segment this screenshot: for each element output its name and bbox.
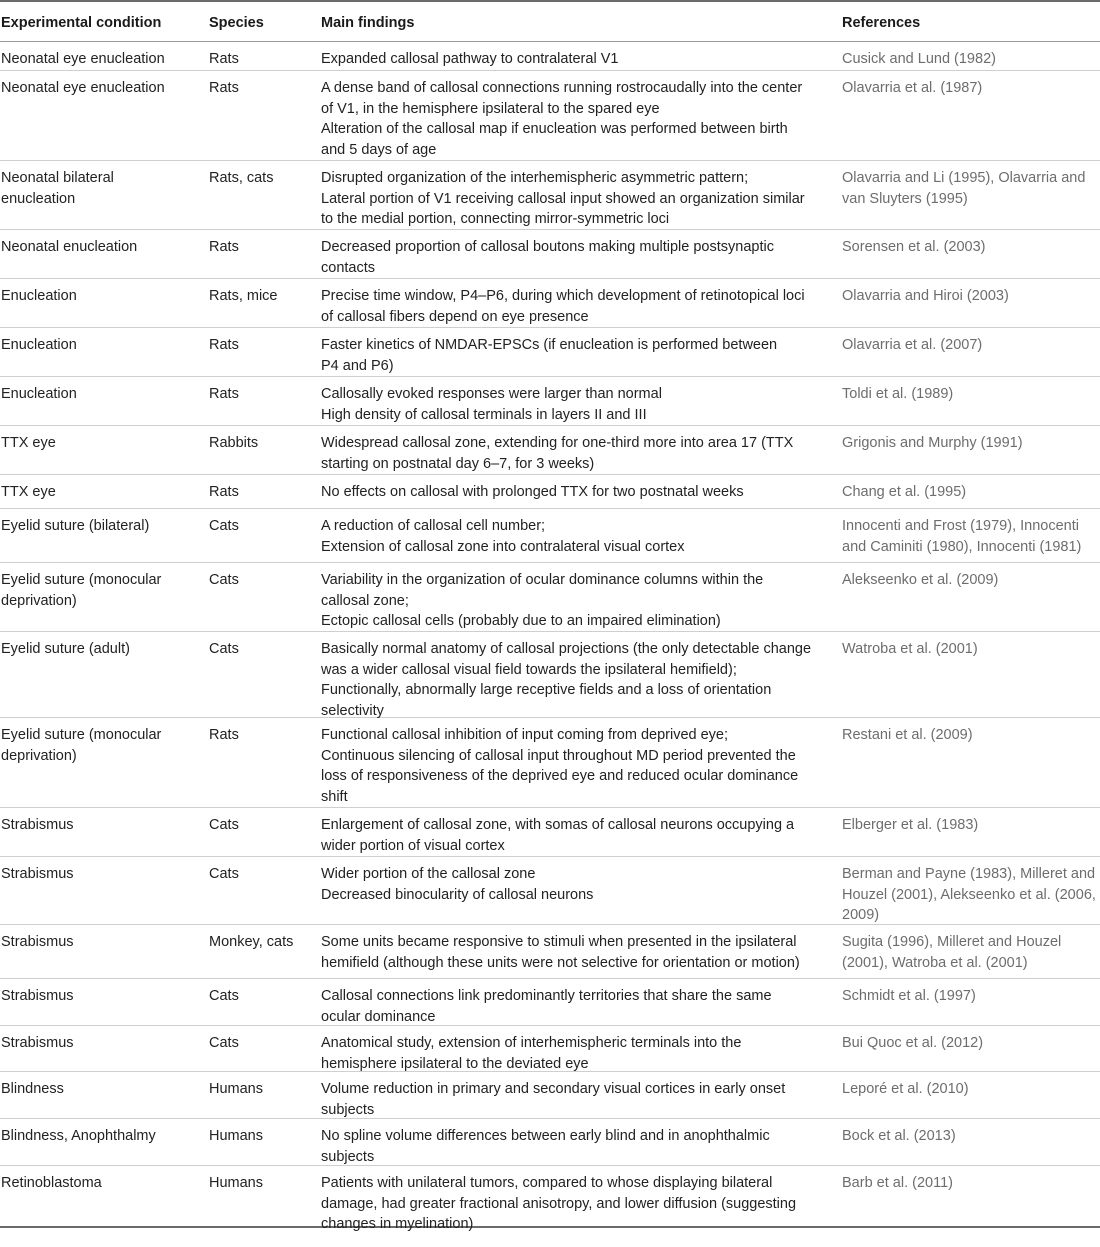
cell-line: Watroba et al. (2001) — [842, 641, 978, 657]
cell-line: deprivation) — [1, 592, 77, 609]
cell-line: Neonatal bilateral — [1, 170, 114, 186]
cell-species — [209, 1079, 314, 1100]
cell-line: 2009) — [842, 907, 880, 924]
cell-line: Blindness, Anophthalmy — [1, 1128, 156, 1144]
cell-line: deprivation) — [1, 747, 77, 764]
cell-line: Decreased binocularity of callosal neurons — [321, 886, 594, 903]
cell-line: Eyelid suture (bilateral) — [1, 518, 150, 534]
cell-line: Faster kinetics of NMDAR-EPSCs (if enucleation is performed between — [321, 337, 778, 353]
cell-line: Strabismus — [1, 1035, 74, 1051]
table-row — [0, 979, 1100, 1026]
cell-line: contacts — [321, 259, 375, 276]
cell-line: enucleation — [1, 190, 76, 207]
cell-line: Functionally, abnormally large receptive fields and a loss of orientation — [321, 682, 772, 699]
cell-line: Eyelid suture (monocular — [1, 572, 162, 588]
cell-findings — [321, 815, 826, 856]
cell-condition — [1, 570, 196, 611]
cell-line: and Caminiti (1980), Innocenti (1981) — [842, 538, 1082, 555]
cell-line: Cats — [209, 518, 239, 534]
cell-line: Rabbits — [209, 435, 259, 451]
cell-line: Rats — [209, 80, 239, 96]
cell-line: and 5 days of age — [321, 142, 437, 159]
cell-line: Cats — [209, 817, 239, 833]
cell-findings — [321, 986, 826, 1027]
cell-line: Rats — [209, 51, 239, 67]
table-row — [0, 42, 1100, 71]
cell-line: Neonatal eye enucleation — [1, 80, 165, 96]
cell-findings — [321, 1126, 826, 1167]
cell-references — [842, 516, 1100, 557]
cell-line: Enlargement of callosal zone, with somas of callosal neurons occupying a — [321, 817, 795, 833]
cell-line: Olavarria et al. (2007) — [842, 337, 983, 353]
cell-line: Innocenti and Frost (1979), Innocenti — [842, 518, 1079, 534]
cell-species — [209, 815, 314, 836]
cell-species — [209, 335, 314, 356]
cell-line: Neonatal eye enucleation — [1, 51, 165, 67]
cell-line: Enucleation — [1, 337, 77, 353]
cell-line: TTX eye — [1, 435, 56, 451]
cell-line: changes in myelination) — [321, 1216, 474, 1233]
cell-line: Olavarria et al. (1987) — [842, 80, 983, 96]
cell-findings — [321, 78, 826, 161]
cell-condition — [1, 864, 196, 885]
cell-line: Widespread callosal zone, extending for one-third more into area 17 (TTX — [321, 435, 794, 451]
cell-condition — [1, 986, 196, 1007]
cell-line: Rats — [209, 386, 239, 402]
cell-line: Enucleation — [1, 288, 77, 304]
cell-findings — [321, 168, 826, 230]
table-row — [0, 377, 1100, 426]
cell-line: Strabismus — [1, 934, 74, 950]
cell-condition — [1, 237, 196, 258]
cell-line: Cats — [209, 1035, 239, 1051]
cell-condition — [1, 1079, 196, 1100]
cell-condition — [1, 516, 196, 537]
cell-references — [842, 237, 1100, 258]
cell-line: Disrupted organization of the interhemispheric asymmetric pattern; — [321, 170, 749, 186]
cell-line: Rats — [209, 484, 239, 500]
cell-line: hemisphere ipsilateral to the deviated eye — [321, 1055, 589, 1072]
cell-line: Decreased proportion of callosal boutons making multiple postsynaptic — [321, 239, 774, 255]
cell-findings — [321, 1079, 826, 1120]
cell-line: shift — [321, 789, 348, 806]
cell-species — [209, 1033, 314, 1054]
cell-references — [842, 986, 1100, 1007]
cell-condition — [1, 815, 196, 836]
cell-line: callosal zone; — [321, 592, 409, 609]
cell-findings — [321, 516, 826, 557]
table-row — [0, 426, 1100, 475]
cell-species — [209, 78, 314, 99]
cell-species — [209, 570, 314, 591]
cell-line: Schmidt et al. (1997) — [842, 988, 976, 1004]
cell-line: Sugita (1996), Milleret and Houzel — [842, 934, 1062, 950]
cell-references — [842, 433, 1100, 454]
table-row — [0, 857, 1100, 925]
cell-line: Olavarria and Li (1995), Olavarria and — [842, 170, 1086, 186]
cell-condition — [1, 639, 196, 660]
cell-line: Enucleation — [1, 386, 77, 402]
cell-references — [842, 570, 1100, 591]
cell-references — [842, 49, 1100, 70]
cell-line: Houzel (2001), Alekseenko et al. (2006, — [842, 886, 1096, 903]
table-header — [0, 0, 1100, 42]
cell-species — [209, 725, 314, 746]
cell-line: damage, had greater fractional anisotropy, and lower diffusion (suggesting — [321, 1195, 797, 1212]
cell-species — [209, 384, 314, 405]
cell-line: Cats — [209, 988, 239, 1004]
cell-findings — [321, 725, 826, 808]
cell-line: Monkey, cats — [209, 934, 294, 950]
cell-condition — [1, 433, 196, 454]
cell-line: Humans — [209, 1175, 263, 1191]
cell-line: Patients with unilateral tumors, compared to whose displaying bilateral — [321, 1175, 773, 1191]
cell-line: Strabismus — [1, 866, 74, 882]
cell-line: (2001), Watroba et al. (2001) — [842, 954, 1028, 971]
cell-line: No spline volume differences between early blind and in anophthalmic — [321, 1128, 770, 1144]
cell-line: Humans — [209, 1128, 263, 1144]
table-row — [0, 1119, 1100, 1166]
table-row — [0, 925, 1100, 979]
cell-condition — [1, 1033, 196, 1054]
cell-line: Leporé et al. (2010) — [842, 1081, 969, 1097]
cell-species — [209, 639, 314, 660]
cell-references — [842, 384, 1100, 405]
cell-species — [209, 286, 314, 307]
table-body — [0, 42, 1100, 1233]
cell-line: selectivity — [321, 703, 384, 720]
cell-line: Basically normal anatomy of callosal projections (the only detectable change — [321, 641, 812, 657]
cell-line: Chang et al. (1995) — [842, 484, 967, 500]
cell-species — [209, 482, 314, 503]
table-row — [0, 161, 1100, 230]
cell-findings — [321, 482, 826, 503]
cell-line: Restani et al. (2009) — [842, 727, 973, 743]
cell-line: van Sluyters (1995) — [842, 190, 968, 207]
cell-line: Some units became responsive to stimuli when presented in the ipsilateral — [321, 934, 797, 950]
table-row — [0, 475, 1100, 509]
cell-line: Rats — [209, 337, 239, 353]
cell-line: Cats — [209, 866, 239, 882]
cell-line: TTX eye — [1, 484, 56, 500]
cell-line: Eyelid suture (monocular — [1, 727, 162, 743]
cell-references — [842, 78, 1100, 99]
cell-line: was a wider callosal visual field towards the ipsilateral hemifield); — [321, 661, 737, 678]
cell-line: loss of responsiveness of the deprived eye and reduced ocular dominance — [321, 768, 799, 785]
cell-line: Variability in the organization of ocular dominance columns within the — [321, 572, 764, 588]
cell-condition — [1, 49, 196, 70]
cell-findings — [321, 570, 826, 632]
cell-line: ocular dominance — [321, 1008, 436, 1025]
cell-condition — [1, 482, 196, 503]
cell-line: Cats — [209, 572, 239, 588]
cell-findings — [321, 1033, 826, 1074]
cell-references — [842, 815, 1100, 836]
table-row — [0, 230, 1100, 279]
cell-references — [842, 1033, 1100, 1054]
cell-references — [842, 1079, 1100, 1100]
cell-references — [842, 725, 1100, 746]
header-condition: Experimental condition — [1, 15, 162, 31]
cell-line: High density of callosal terminals in layers II and III — [321, 406, 647, 423]
cell-condition — [1, 286, 196, 307]
cell-line: starting on postnatal day 6–7, for 3 weeks) — [321, 455, 595, 472]
table-row — [0, 279, 1100, 328]
cell-references — [842, 864, 1100, 926]
cell-line: Extension of callosal zone into contralateral visual cortex — [321, 538, 685, 555]
cell-line: Grigonis and Murphy (1991) — [842, 435, 1023, 451]
cell-findings — [321, 639, 826, 722]
cell-species — [209, 1173, 314, 1194]
cell-references — [842, 335, 1100, 356]
cell-line: subjects — [321, 1101, 375, 1118]
cell-findings — [321, 384, 826, 425]
cell-line: Strabismus — [1, 988, 74, 1004]
cell-species — [209, 864, 314, 885]
cell-line: Olavarria and Hiroi (2003) — [842, 288, 1009, 304]
cell-references — [842, 168, 1100, 209]
cell-findings — [321, 1173, 826, 1235]
cell-line: Rats, mice — [209, 288, 278, 304]
cell-line: Bock et al. (2013) — [842, 1128, 956, 1144]
cell-line: Cusick and Lund (1982) — [842, 51, 996, 67]
cell-line: Eyelid suture (adult) — [1, 641, 130, 657]
cell-findings — [321, 433, 826, 474]
cell-condition — [1, 1126, 196, 1147]
cell-condition — [1, 1173, 196, 1194]
table-row — [0, 1166, 1100, 1233]
cell-line: Retinoblastoma — [1, 1175, 102, 1191]
cell-line: Barb et al. (2011) — [842, 1175, 953, 1191]
cell-line: to the medial portion, connecting mirror-symmetric loci — [321, 211, 670, 228]
cell-line: Blindness — [1, 1081, 64, 1097]
cell-line: Rats, cats — [209, 170, 274, 186]
table-row — [0, 1072, 1100, 1119]
table-row — [0, 71, 1100, 161]
table-row — [0, 509, 1100, 563]
cell-line: Continuous silencing of callosal input throughout MD period prevented the — [321, 747, 796, 764]
cell-line: Alteration of the callosal map if enucleation was performed between birth — [321, 121, 788, 138]
cell-findings — [321, 49, 826, 70]
cell-references — [842, 932, 1100, 973]
cell-species — [209, 986, 314, 1007]
cell-findings — [321, 932, 826, 973]
cell-line: of V1, in the hemisphere ipsilateral to the spared eye — [321, 100, 660, 117]
cell-line: A dense band of callosal connections running rostrocaudally into the center — [321, 80, 803, 96]
cell-line: Cats — [209, 641, 239, 657]
cell-species — [209, 1126, 314, 1147]
cell-line: Expanded callosal pathway to contralateral V1 — [321, 51, 619, 67]
cell-references — [842, 639, 1100, 660]
cell-findings — [321, 286, 826, 327]
cell-line: Elberger et al. (1983) — [842, 817, 979, 833]
cell-line: Bui Quoc et al. (2012) — [842, 1035, 984, 1051]
cell-species — [209, 433, 314, 454]
cell-line: Volume reduction in primary and secondary visual cortices in early onset — [321, 1081, 786, 1097]
cell-line: Rats — [209, 239, 239, 255]
cell-line: Neonatal enucleation — [1, 239, 138, 255]
table-row — [0, 1026, 1100, 1072]
cell-references — [842, 286, 1100, 307]
cell-references — [842, 1173, 1100, 1194]
cell-condition — [1, 725, 196, 766]
cell-line: wider portion of visual cortex — [321, 837, 505, 854]
header-findings: Main findings — [321, 15, 415, 31]
cell-condition — [1, 932, 196, 953]
cell-line: hemifield (although these units were not selective for orientation or motion) — [321, 954, 800, 971]
cell-line: Sorensen et al. (2003) — [842, 239, 986, 255]
cell-line: subjects — [321, 1148, 375, 1165]
cell-species — [209, 932, 314, 953]
cell-species — [209, 49, 314, 70]
cell-line: Anatomical study, extension of interhemispheric terminals into the — [321, 1035, 742, 1051]
cell-line: Rats — [209, 727, 239, 743]
table-row — [0, 718, 1100, 808]
cell-condition — [1, 168, 196, 209]
header-references: References — [842, 15, 921, 31]
cell-line: Precise time window, P4–P6, during which development of retinotopical loci — [321, 288, 805, 304]
cell-findings — [321, 237, 826, 278]
table-row — [0, 563, 1100, 632]
cell-line: Callosally evoked responses were larger than normal — [321, 386, 662, 402]
cell-line: Lateral portion of V1 receiving callosal input showed an organization similar — [321, 190, 805, 207]
header-species: Species — [209, 15, 264, 31]
table-row — [0, 808, 1100, 857]
cell-line: Ectopic callosal cells (probably due to an impaired elimination) — [321, 613, 721, 630]
cell-line: Strabismus — [1, 817, 74, 833]
cell-line: Alekseenko et al. (2009) — [842, 572, 999, 588]
table-row — [0, 328, 1100, 377]
cell-line: P4 and P6) — [321, 357, 394, 374]
cell-line: Berman and Payne (1983), Milleret and — [842, 866, 1096, 882]
cell-line: No effects on callosal with prolonged TTX for two postnatal weeks — [321, 484, 744, 500]
cell-condition — [1, 78, 196, 99]
cell-references — [842, 482, 1100, 503]
cell-line: A reduction of callosal cell number; — [321, 518, 546, 534]
cell-line: of callosal fibers depend on eye presence — [321, 308, 589, 325]
cell-findings — [321, 864, 826, 905]
cell-species — [209, 516, 314, 537]
cell-condition — [1, 335, 196, 356]
cell-line: Humans — [209, 1081, 263, 1097]
cell-line: Wider portion of the callosal zone — [321, 866, 536, 882]
cell-species — [209, 237, 314, 258]
cell-line: Toldi et al. (1989) — [842, 386, 954, 402]
cell-findings — [321, 335, 826, 376]
cell-line: Functional callosal inhibition of input coming from deprived eye; — [321, 727, 729, 743]
cell-references — [842, 1126, 1100, 1147]
table-row — [0, 632, 1100, 718]
cell-condition — [1, 384, 196, 405]
cell-species — [209, 168, 314, 189]
cell-line: Callosal connections link predominantly territories that share the same — [321, 988, 772, 1004]
